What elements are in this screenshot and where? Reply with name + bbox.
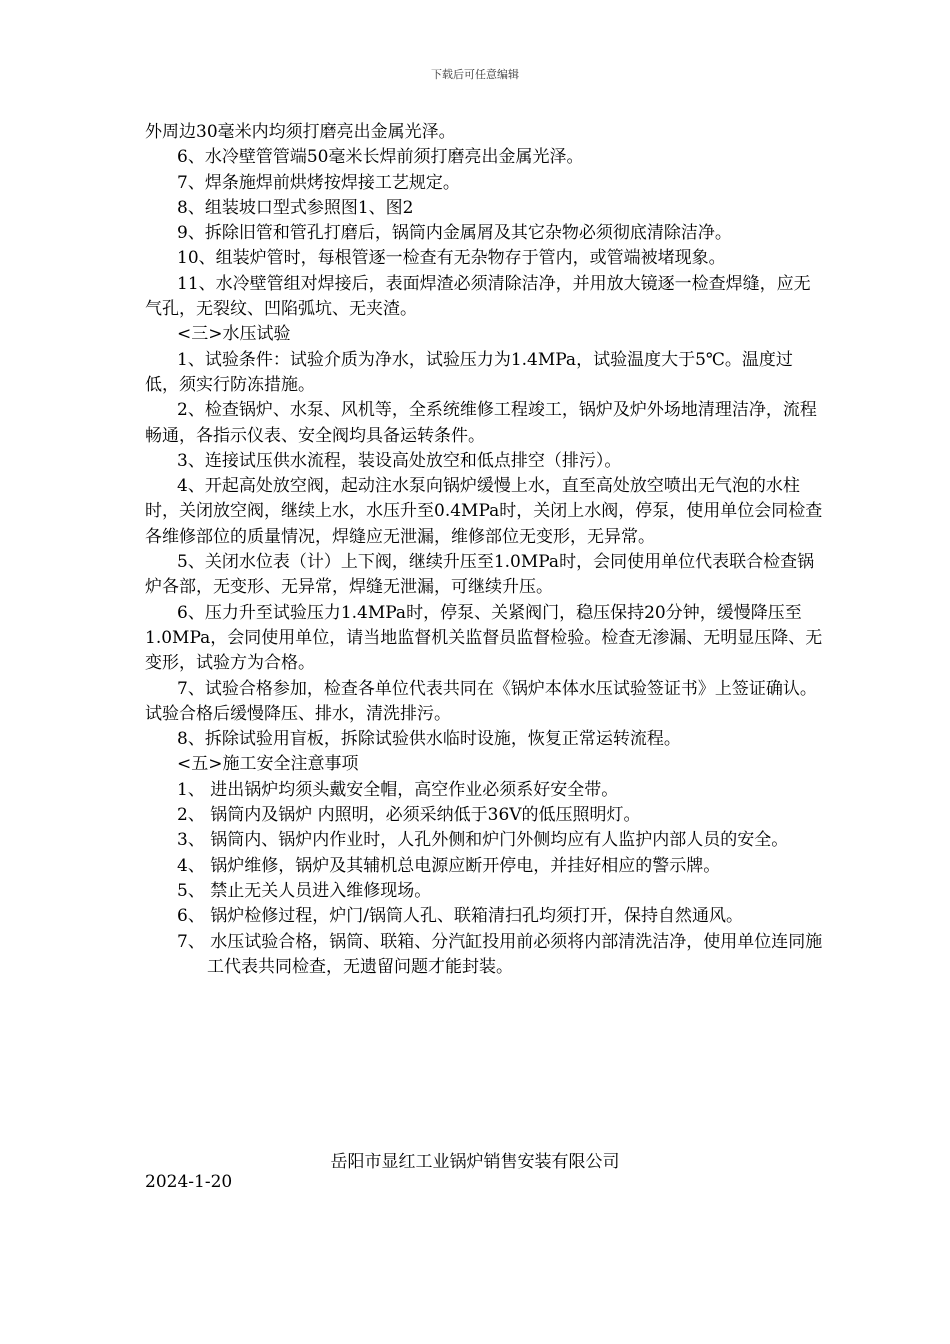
document-body [145, 120, 825, 980]
safety-list [145, 778, 825, 980]
paragraph: 9、拆除旧管和管孔打磨后，锅筒内金属屑及其它杂物必须彻底清除洁净。 [177, 223, 732, 244]
paragraph: 10、组装炉管时，每根管逐一检查有无杂物存于管内，或管端被堵现象。 [177, 248, 726, 269]
list-item: 5、 禁止无关人员进入维修现场。 [177, 880, 432, 901]
paragraph: 6、压力升至试验压力1.4MPa时，停泵、关紧阀门，稳压保持20分钟，缓慢降压至1.0MPa，会同使用单位，请当地监督机关监督员监督检验。检查无渗漏、无明显压降、无变形，试验方为合格。 [145, 602, 823, 674]
page-header: 下载后可任意编辑 [431, 68, 519, 81]
list-item: 6、 锅炉检修过程，炉门/锅筒人孔、联箱清扫孔均须打开，保持自然通风。 [177, 906, 743, 927]
paragraph: 7、试验合格参加，检查各单位代表共同在《锅炉本体水压试验签证书》上签证确认。试验合格后缓慢降压、排水，清洗排污。 [145, 678, 817, 724]
section-heading: <三>水压试验 [177, 324, 291, 345]
paragraph: 7、焊条施焊前烘烤按焊接工艺规定。 [177, 172, 460, 193]
paragraph: 1、试验条件：试验介质为净水，试验压力为1.4MPa，试验温度大于5℃。温度过低，须实行防冻措施。 [145, 349, 793, 395]
document-date: 2024-1-20 [145, 1172, 233, 1192]
paragraph: 8、组装坡口型式参照图1、图2 [177, 197, 414, 218]
list-item: 7、 水压试验合格，锅筒、联箱、分汽缸投用前必须将内部清洗洁净，使用单位连同施工代表共同检查，无遗留问题才能封装。 [177, 931, 823, 977]
paragraph: 外周边30毫米内均须打磨亮出金属光泽。 [145, 122, 456, 142]
list-item: 4、 锅炉维修，锅炉及其辅机总电源应断开停电，并挂好相应的警示牌。 [177, 855, 721, 876]
company-name: 岳阳市显红工业锅炉销售安装有限公司 [330, 1152, 620, 1172]
paragraph: 5、关闭水位表（计）上下阀，继续升压至1.0MPa时，会同使用单位代表联合检查锅炉各部，无变形、无异常，焊缝无泄漏，可继续升压。 [145, 552, 815, 598]
paragraph: 4、开起高处放空阀，起动注水泵向锅炉缓慢上水，直至高处放空喷出无气泡的水柱时，关闭放空阀，继续上水，水压升至0.4MPa时，关闭上水阀，停泵，使用单位会同检查各维修部位的质量情况，焊缝应无泄漏，维修部位无变形，无异常。 [145, 476, 823, 547]
section-heading: <五>施工安全注意事项 [177, 754, 359, 775]
paragraph: 8、拆除试验用盲板，拆除试验供水临时设施，恢复正常运转流程。 [177, 729, 681, 750]
paragraph: 11、水冷壁管组对焊接后，表面焊渣必须清除洁净，并用放大镜逐一检查焊缝，应无气孔，无裂纹、凹陷弧坑、无夹渣。 [145, 273, 811, 320]
list-item: 2、 锅筒内及锅炉 内照明，必须采纳低于36V的低压照明灯。 [177, 805, 641, 826]
paragraph: 3、连接试压供水流程，装设高处放空和低点排空（排污）。 [177, 450, 622, 471]
list-item: 1、 进出锅炉均须头戴安全帽，高空作业必须系好安全带。 [177, 779, 619, 800]
list-item: 3、 锅筒内、锅炉内作业时，人孔外侧和炉门外侧均应有人监护内部人员的安全。 [177, 830, 789, 851]
paragraph: 6、水冷壁管管端50毫米长焊前须打磨亮出金属光泽。 [177, 147, 584, 168]
paragraph: 2、检查锅炉、水泵、风机等，全系统维修工程竣工，锅炉及炉外场地清理洁净，流程畅通，各指示仪表、安全阀均具备运转条件。 [145, 400, 817, 446]
